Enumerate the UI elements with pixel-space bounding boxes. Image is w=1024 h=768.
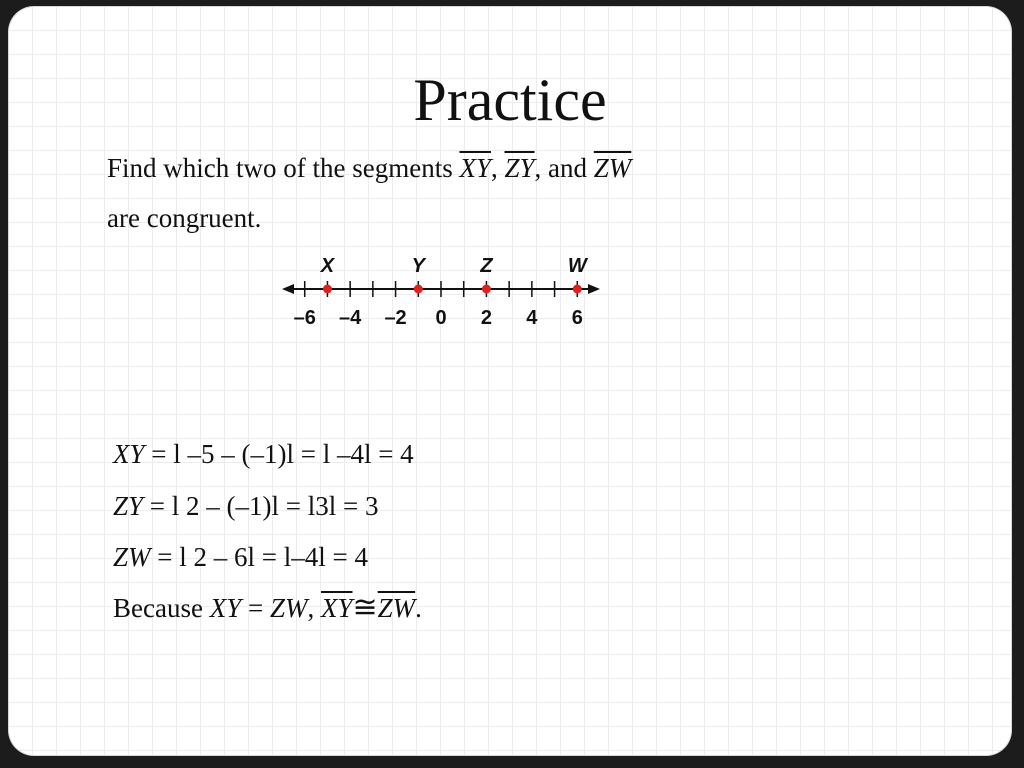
tick-label: –4 [339,307,362,329]
eq-zy-rest: = l 2 – (–1)l = l3l = 3 [143,491,379,521]
prompt-prefix: Find which two of the segments [107,153,460,183]
conclusion-prefix: Because [113,593,210,623]
point-label-z: Z [480,255,493,277]
point-y [414,285,423,294]
prompt-line-1 [107,152,631,184]
tick-label: 6 [571,307,583,329]
conclusion-segment-xy: $\overline{XY}$ [320,593,353,623]
number-line [266,244,616,334]
equation-zw [113,541,368,573]
eq-zw-var: ZW [113,542,151,572]
segment-xy: $\overline{XY}$ [459,153,491,183]
eq-xy-var: XY [113,439,145,469]
prompt-line-2: are congruent. [107,203,262,233]
eq-zy-var: ZY [113,491,144,521]
point-label-y: Y [411,255,425,277]
conclusion [113,592,422,624]
conclusion-var-2: ZW [269,593,308,623]
equation-xy [113,438,414,470]
eq-xy-rest: = l –5 – (–1)l = l –4l = 4 [144,439,414,469]
slide-title: Practice [413,67,607,133]
tick-label: 4 [526,307,538,329]
number-line-tick-labels [294,307,583,329]
arrow-left-icon [282,284,294,294]
point-z [482,285,491,294]
point-label-w: W [567,255,587,277]
congruent-symbol: ≅ [352,591,378,624]
conclusion-segment-zw: $\overline{ZW}$ [377,593,416,623]
segment-zw: $\overline{ZW}$ [593,153,632,183]
prompt-sep-1: , [490,153,505,183]
tick-label: 2 [480,307,492,329]
tick-label: –2 [384,307,407,329]
segment-zy: $\overline{ZY}$ [504,153,535,183]
conclusion-equals: = [241,593,270,623]
equation-zy [113,490,378,522]
point-label-x: X [320,255,335,277]
tick-label: 0 [435,307,447,329]
conclusion-var-1: XY [209,593,242,623]
conclusion-period: . [415,593,422,623]
conclusion-comma: , [307,593,321,623]
arrow-right-icon [588,284,600,294]
number-line-points [320,255,589,294]
eq-zw-rest: = l 2 – 6l = l–4l = 4 [150,542,368,572]
tick-label: –6 [293,307,316,329]
point-w [573,285,582,294]
prompt-sep-2: , and [534,153,594,183]
point-x [323,285,332,294]
slide [8,6,1012,756]
